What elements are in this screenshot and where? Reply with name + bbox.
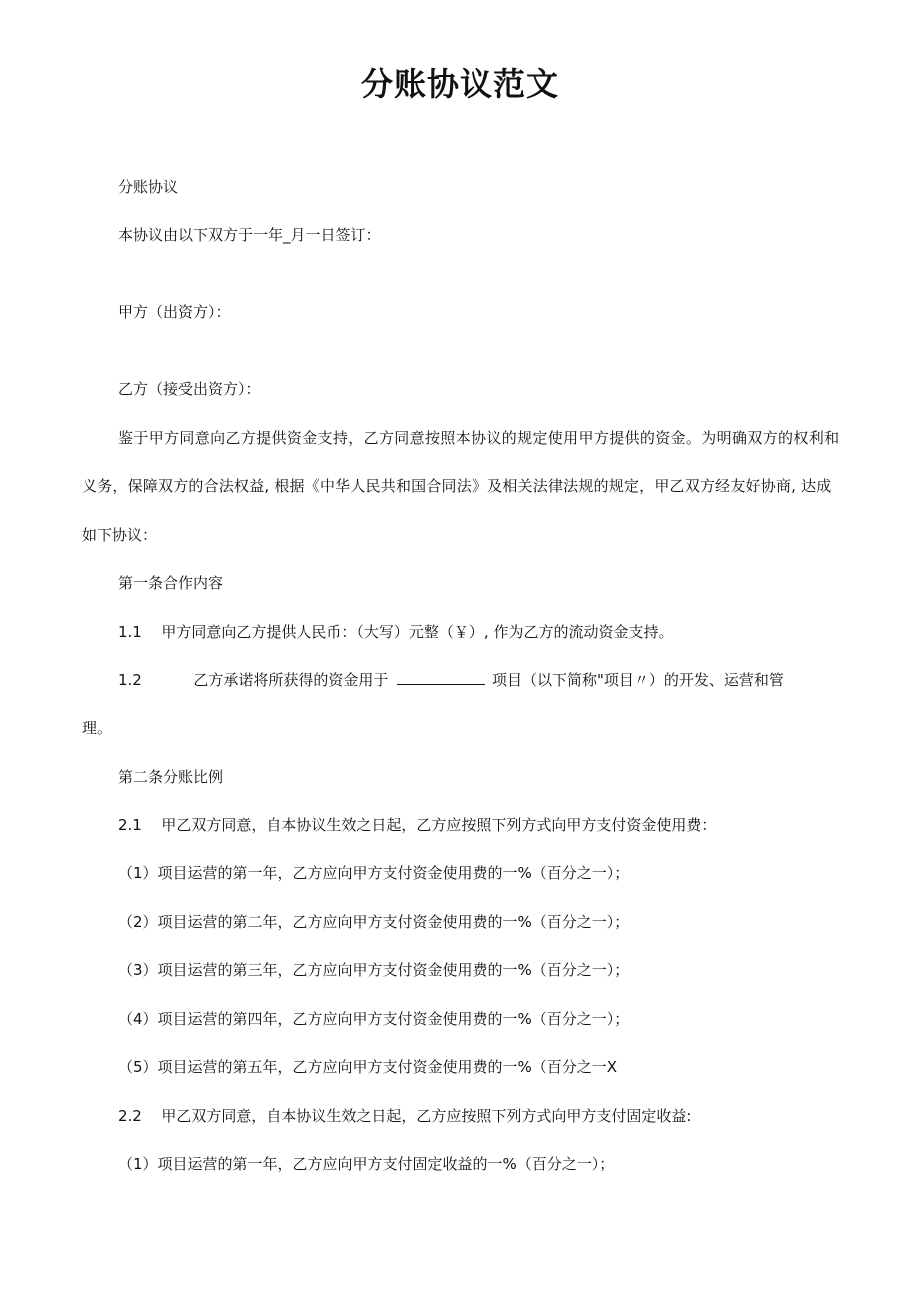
clause-1-2-continuation: 理。 — [82, 719, 113, 737]
fee-item: （5）项目运营的第五年，乙方应向甲方支付资金使用费的一%（百分之一X — [118, 1058, 618, 1076]
clause-number: 2.1 — [118, 816, 142, 834]
clause-2-1 — [118, 813, 716, 837]
intro-line: 本协议由以下双方于一年_月一日签订： — [118, 226, 381, 244]
clause-text-b: 项目（以下简称"项目〃）的开发、运营和管 — [492, 671, 784, 689]
preamble-line-2: 义务，保障双方的合法权益, 根据《中华人民共和国合同法》及相关法律法规的规定，甲乙双方经友好协商, 达成 — [82, 477, 832, 495]
party-b-line: 乙方（接受出资方）： — [118, 380, 261, 398]
clause-number: 1.2 — [118, 671, 142, 689]
article-2-title: 第二条分账比例 — [118, 768, 224, 786]
clause-text: 甲乙双方同意，自本协议生效之日起，乙方应按照下列方式向甲方支付资金使用费： — [161, 816, 717, 834]
clause-text: 甲方同意向乙方提供人民币：（大写）元整（￥）, 作为乙方的流动资金支持。 — [161, 623, 674, 641]
party-a-line: 甲方（出资方）： — [118, 303, 231, 321]
fee-item: （1）项目运营的第一年，乙方应向甲方支付资金使用费的一%（百分之一）； — [118, 864, 630, 882]
clause-number: 2.2 — [118, 1107, 142, 1125]
article-1-title: 第一条合作内容 — [118, 574, 224, 592]
clause-number: 1.1 — [118, 623, 142, 641]
document-title: 分账协议范文 — [360, 65, 559, 103]
fill-in-blank — [397, 670, 485, 685]
agreement-heading: 分账协议 — [118, 178, 179, 196]
clause-text: 甲乙双方同意，自本协议生效之日起，乙方应按照下列方式向甲方支付固定收益: — [161, 1107, 692, 1125]
fee-item: （4）项目运营的第四年，乙方应向甲方支付资金使用费的一%（百分之一）； — [118, 1010, 630, 1028]
clause-2-2 — [118, 1104, 691, 1128]
income-item: （1）项目运营的第一年，乙方应向甲方支付固定收益的一%（百分之一）； — [118, 1155, 615, 1173]
clause-1-1 — [118, 620, 673, 644]
clause-1-2 — [118, 668, 784, 692]
preamble-line-1: 鉴于甲方同意向乙方提供资金支持，乙方同意按照本协议的规定使用甲方提供的资金。为明确双方的权利和 — [118, 429, 840, 447]
clause-text-a: 乙方承诺将所获得的资金用于 — [193, 671, 389, 689]
preamble-line-3: 如下协议： — [82, 526, 158, 544]
fee-item: （2）项目运营的第二年，乙方应向甲方支付资金使用费的一%（百分之一）； — [118, 913, 630, 931]
fee-item: （3）项目运营的第三年，乙方应向甲方支付资金使用费的一%（百分之一）； — [118, 961, 630, 979]
